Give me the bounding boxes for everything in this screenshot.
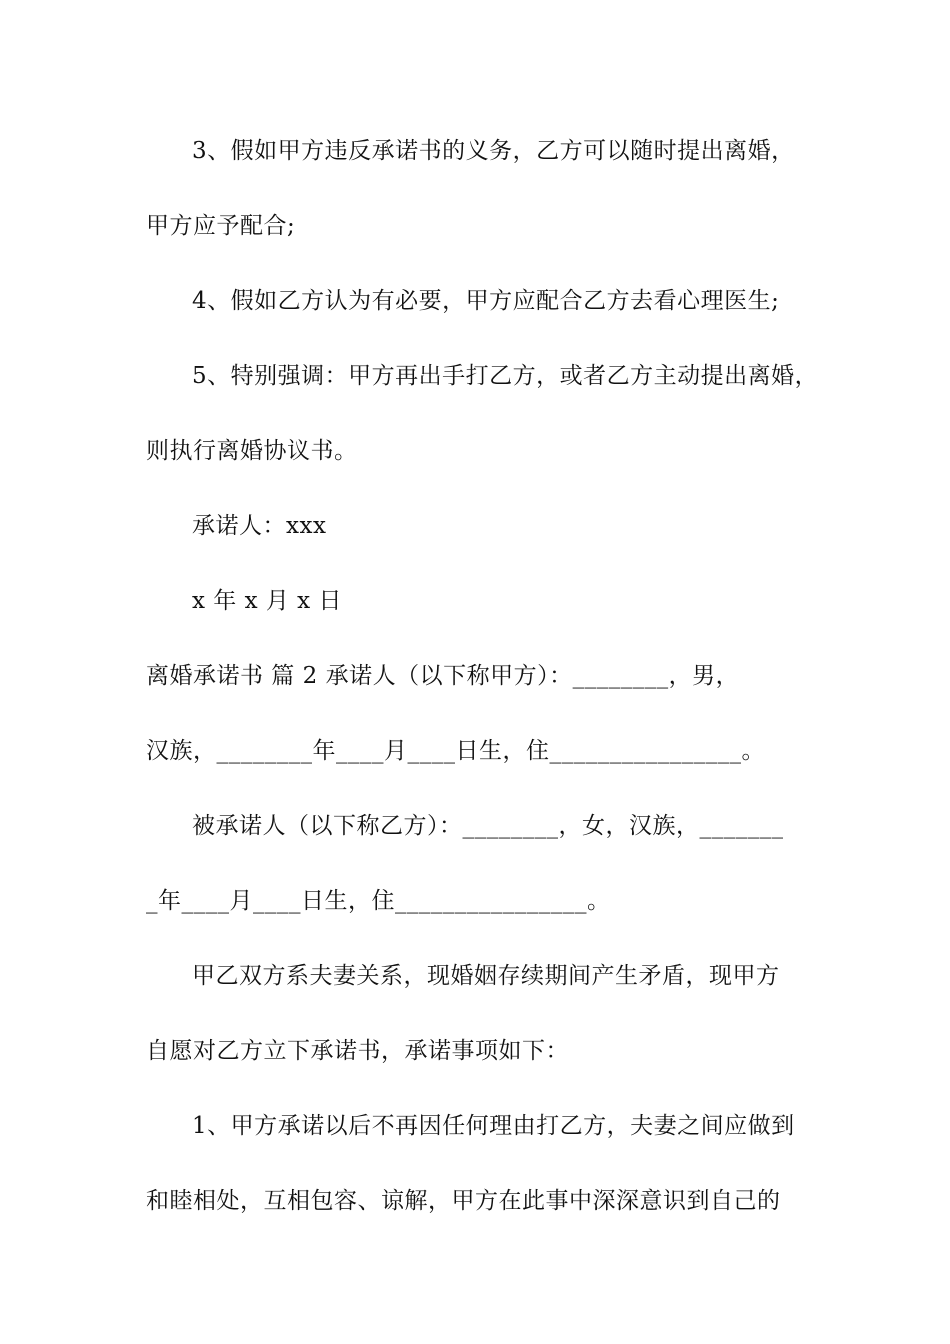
paragraph-line: 则执行离婚协议书。 <box>146 438 358 464</box>
paragraph-line: _年____月____日生，住________________。 <box>146 888 611 914</box>
paragraph-line: 甲方应予配合; <box>146 213 296 239</box>
paragraph-line: 3、假如甲方违反承诺书的义务，乙方可以随时提出离婚， <box>192 138 795 164</box>
section-heading-line: 离婚承诺书 篇 2 承诺人（以下称甲方）：________，男， <box>146 663 740 689</box>
paragraph-line: 被承诺人（以下称乙方）：________，女，汉族，_______ <box>192 813 784 839</box>
paragraph-line: 甲乙双方系夫妻关系，现婚姻存续期间产生矛盾，现甲方 <box>192 963 780 989</box>
paragraph-line: 和睦相处，互相包容、谅解，甲方在此事中深深意识到自己的 <box>146 1188 781 1214</box>
date-line: x 年 x 月 x 日 <box>192 588 342 614</box>
signatory-line: 承诺人：xxx <box>192 513 327 539</box>
paragraph-line: 4、假如乙方认为有必要，甲方应配合乙方去看心理医生; <box>192 288 780 314</box>
paragraph-line: 5、特别强调：甲方再出手打乙方，或者乙方主动提出离婚， <box>192 363 819 389</box>
paragraph-line: 自愿对乙方立下承诺书，承诺事项如下： <box>146 1038 569 1064</box>
paragraph-line: 1、甲方承诺以后不再因任何理由打乙方，夫妻之间应做到 <box>192 1113 795 1139</box>
paragraph-line: 汉族，________年____月____日生，住________________。 <box>146 738 765 764</box>
